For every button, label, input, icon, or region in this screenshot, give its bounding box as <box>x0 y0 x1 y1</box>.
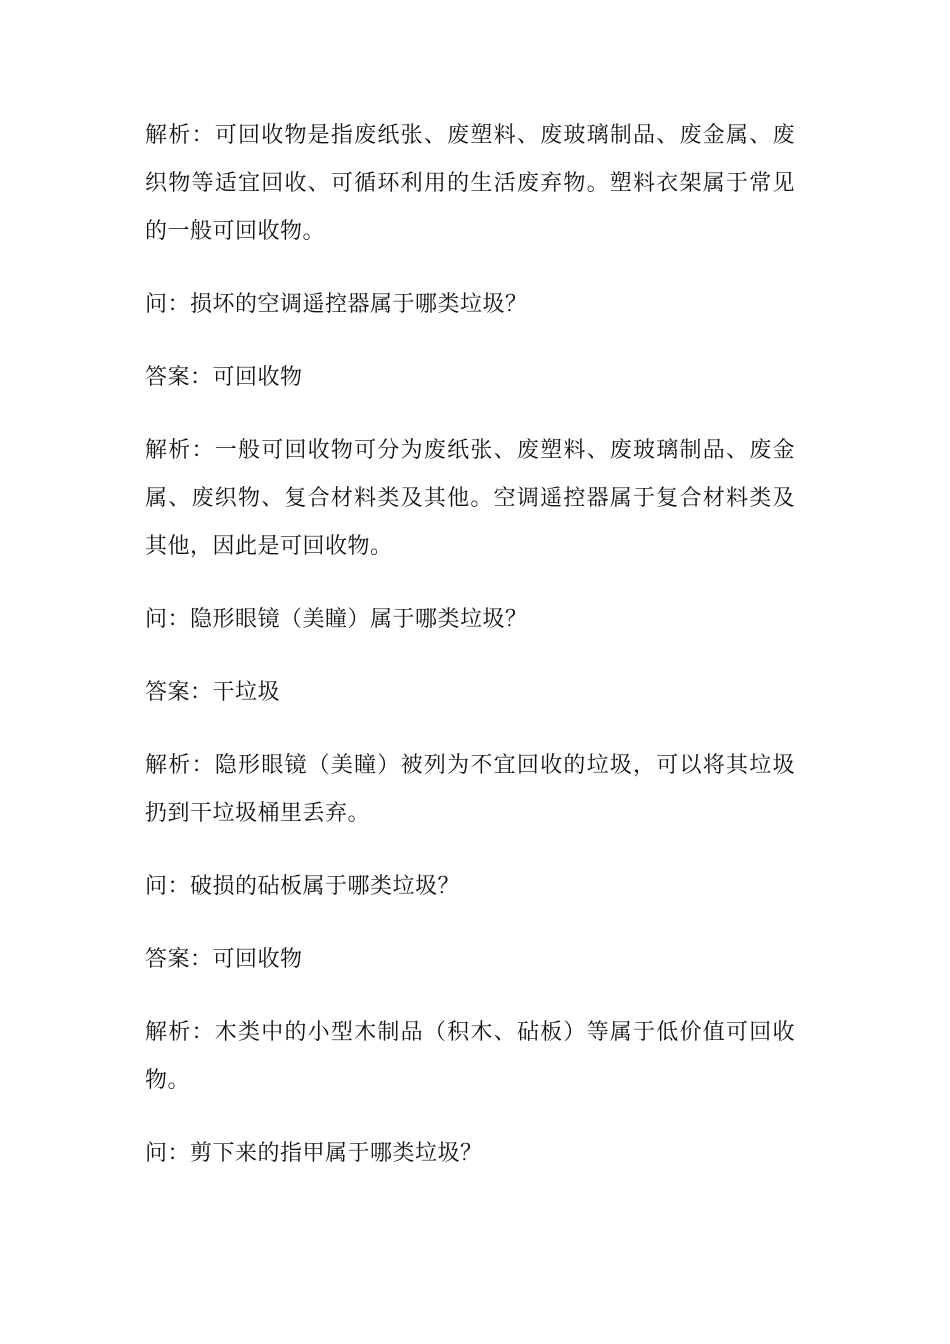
paragraph-answer-contact-lens: 答案：干垃圾 <box>145 680 281 705</box>
document-body <box>145 112 795 1203</box>
paragraph-explanation-plastic-hanger: 解析：可回收物是指废纸张、废塑料、废玻璃制品、废金属、废织物等适宜回收、可循环利用的生活废弃物。塑料衣架属于常见的一般可回收物。 <box>145 123 795 244</box>
paragraph-question-cutting-board: 问：破损的砧板属于哪类垃圾？ <box>145 874 461 899</box>
paragraph-question-contact-lens: 问：隐形眼镜（美瞳）属于哪类垃圾？ <box>145 607 528 632</box>
paragraph-question-fingernails: 问：剪下来的指甲属于哪类垃圾？ <box>145 1141 483 1166</box>
paragraph-explanation-contact-lens: 解析：隐形眼镜（美瞳）被列为不宜回收的垃圾，可以将其垃圾扔到干垃圾桶里丢弃。 <box>145 753 795 826</box>
paragraph-explanation-cutting-board: 解析：木类中的小型木制品（积木、砧板）等属于低价值可回收物。 <box>145 1020 795 1093</box>
paragraph-question-remote-control: 问：损坏的空调遥控器属于哪类垃圾？ <box>145 292 528 317</box>
paragraph-answer-cutting-board: 答案：可回收物 <box>145 947 303 972</box>
paragraph-answer-remote-control: 答案：可回收物 <box>145 365 303 390</box>
paragraph-explanation-remote-control: 解析：一般可回收物可分为废纸张、废塑料、废玻璃制品、废金属、废织物、复合材料类及其他。空调遥控器属于复合材料类及其他，因此是可回收物。 <box>145 438 795 559</box>
